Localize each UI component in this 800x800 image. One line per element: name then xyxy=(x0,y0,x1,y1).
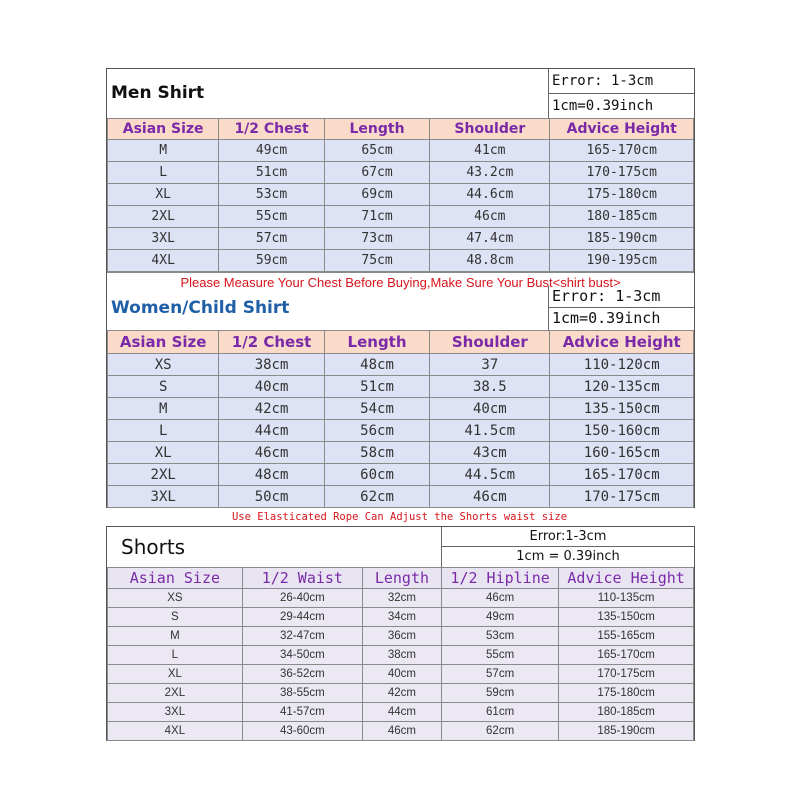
women-shirt-title: Women/Child Shirt xyxy=(111,298,290,318)
table-cell: 34-50cm xyxy=(242,646,362,665)
table-row xyxy=(108,376,694,398)
table-row xyxy=(108,354,694,376)
column-header: Advice Height xyxy=(559,568,694,589)
table-cell: 185-190cm xyxy=(559,722,694,741)
table-cell: 48cm xyxy=(219,464,324,486)
table-cell: 155-165cm xyxy=(559,627,694,646)
column-header: Shoulder xyxy=(430,331,550,354)
column-header: 1/2 Waist xyxy=(242,568,362,589)
column-header: Asian Size xyxy=(108,568,243,589)
men-shirt-error: Error: 1-3cm xyxy=(549,69,694,94)
table-cell: 3XL xyxy=(108,228,219,250)
table-row xyxy=(108,589,694,608)
table-cell: 2XL xyxy=(108,206,219,228)
column-header: Length xyxy=(362,568,441,589)
table-cell: 180-185cm xyxy=(559,703,694,722)
women-shirt-error-box xyxy=(548,286,694,330)
table-cell: 175-180cm xyxy=(550,184,694,206)
table-cell: 180-185cm xyxy=(550,206,694,228)
table-cell: S xyxy=(108,376,219,398)
table-cell: 3XL xyxy=(108,486,219,508)
table-cell: 3XL xyxy=(108,703,243,722)
table-cell: 43-60cm xyxy=(242,722,362,741)
table-cell: 58cm xyxy=(324,442,429,464)
table-cell: L xyxy=(108,646,243,665)
women-child-shirt-section xyxy=(106,286,695,508)
table-row xyxy=(108,442,694,464)
shorts-error-box xyxy=(441,527,694,567)
table-cell: 165-170cm xyxy=(559,646,694,665)
table-cell: 46cm xyxy=(430,486,550,508)
women-shirt-table xyxy=(107,330,694,508)
column-header: Advice Height xyxy=(550,119,694,140)
table-cell: 53cm xyxy=(219,184,324,206)
table-cell: XS xyxy=(108,589,243,608)
table-cell: 75cm xyxy=(324,250,429,272)
table-row xyxy=(108,486,694,508)
column-header: 1/2 Hipline xyxy=(442,568,559,589)
header-row xyxy=(108,568,694,589)
table-cell: 41cm xyxy=(430,140,550,162)
table-row xyxy=(108,464,694,486)
column-header: Asian Size xyxy=(108,119,219,140)
table-row xyxy=(108,420,694,442)
men-shirt-section xyxy=(106,68,695,293)
table-cell: 36cm xyxy=(362,627,441,646)
shorts-conversion: 1cm = 0.39inch xyxy=(516,549,620,564)
table-cell: M xyxy=(108,140,219,162)
table-cell: 50cm xyxy=(219,486,324,508)
table-cell: 44.5cm xyxy=(430,464,550,486)
women-shirt-title-row xyxy=(107,286,694,330)
table-cell: 135-150cm xyxy=(559,608,694,627)
table-cell: 48.8cm xyxy=(430,250,550,272)
table-row xyxy=(108,722,694,741)
table-cell: 47.4cm xyxy=(430,228,550,250)
table-cell: 190-195cm xyxy=(550,250,694,272)
men-shirt-title-row xyxy=(107,68,694,118)
table-cell: 110-120cm xyxy=(550,354,694,376)
table-cell: 170-175cm xyxy=(550,162,694,184)
women-shirt-error: Error: 1-3cm xyxy=(549,286,694,308)
shorts-title-row xyxy=(107,527,694,567)
shorts-waist-note: Use Elasticated Rope Can Adjust the Shorts waist size xyxy=(231,511,568,523)
table-row xyxy=(108,250,694,272)
table-cell: 26-40cm xyxy=(242,589,362,608)
table-cell: 73cm xyxy=(324,228,429,250)
table-cell: 42cm xyxy=(362,684,441,703)
table-cell: 54cm xyxy=(324,398,429,420)
table-row xyxy=(108,162,694,184)
men-shirt-title: Men Shirt xyxy=(111,83,205,103)
table-cell: 59cm xyxy=(219,250,324,272)
table-cell: 43cm xyxy=(430,442,550,464)
table-cell: 55cm xyxy=(442,646,559,665)
table-cell: 34cm xyxy=(362,608,441,627)
table-cell: 43.2cm xyxy=(430,162,550,184)
table-cell: 150-160cm xyxy=(550,420,694,442)
men-shirt-table xyxy=(107,118,694,272)
table-cell: 185-190cm xyxy=(550,228,694,250)
table-row xyxy=(108,646,694,665)
table-row xyxy=(108,398,694,420)
table-cell: 60cm xyxy=(324,464,429,486)
table-cell: 29-44cm xyxy=(242,608,362,627)
table-cell: 49cm xyxy=(219,140,324,162)
column-header: Length xyxy=(324,331,429,354)
table-cell: 46cm xyxy=(430,206,550,228)
table-cell: 69cm xyxy=(324,184,429,206)
table-cell: 62cm xyxy=(442,722,559,741)
table-cell: 120-135cm xyxy=(550,376,694,398)
table-cell: 170-175cm xyxy=(550,486,694,508)
table-cell: 56cm xyxy=(324,420,429,442)
table-cell: 49cm xyxy=(442,608,559,627)
men-shirt-conversion: 1cm=0.39inch xyxy=(552,97,654,114)
table-cell: 51cm xyxy=(219,162,324,184)
table-cell: 38cm xyxy=(219,354,324,376)
column-header: 1/2 Chest xyxy=(219,331,324,354)
table-cell: 37 xyxy=(430,354,550,376)
table-cell: 44cm xyxy=(219,420,324,442)
table-cell: 44cm xyxy=(362,703,441,722)
table-cell: 67cm xyxy=(324,162,429,184)
table-cell: 46cm xyxy=(362,722,441,741)
table-cell: 32cm xyxy=(362,589,441,608)
table-row xyxy=(108,140,694,162)
table-cell: 51cm xyxy=(324,376,429,398)
table-cell: 46cm xyxy=(219,442,324,464)
table-cell: 38.5 xyxy=(430,376,550,398)
table-cell: 2XL xyxy=(108,684,243,703)
table-cell: 61cm xyxy=(442,703,559,722)
table-cell: 41-57cm xyxy=(242,703,362,722)
table-row xyxy=(108,627,694,646)
table-cell: 71cm xyxy=(324,206,429,228)
table-cell: M xyxy=(108,398,219,420)
column-header: Shoulder xyxy=(430,119,550,140)
table-cell: 160-165cm xyxy=(550,442,694,464)
shorts-error: Error:1-3cm xyxy=(442,527,694,547)
table-cell: XS xyxy=(108,354,219,376)
table-row xyxy=(108,228,694,250)
table-row xyxy=(108,184,694,206)
table-row xyxy=(108,703,694,722)
table-cell: 110-135cm xyxy=(559,589,694,608)
table-row xyxy=(108,665,694,684)
table-cell: 59cm xyxy=(442,684,559,703)
table-cell: S xyxy=(108,608,243,627)
table-cell: 38cm xyxy=(362,646,441,665)
table-cell: 57cm xyxy=(442,665,559,684)
table-cell: 165-170cm xyxy=(550,464,694,486)
header-row xyxy=(108,119,694,140)
table-cell: L xyxy=(108,420,219,442)
table-cell: XL xyxy=(108,184,219,206)
table-cell: 40cm xyxy=(219,376,324,398)
table-cell: 4XL xyxy=(108,722,243,741)
column-header: Advice Height xyxy=(550,331,694,354)
table-cell: 175-180cm xyxy=(559,684,694,703)
shorts-title: Shorts xyxy=(121,535,186,559)
table-cell: 42cm xyxy=(219,398,324,420)
table-cell: 36-52cm xyxy=(242,665,362,684)
column-header: Asian Size xyxy=(108,331,219,354)
table-row xyxy=(108,684,694,703)
women-shirt-conversion: 1cm=0.39inch xyxy=(552,309,661,327)
table-cell: 38-55cm xyxy=(242,684,362,703)
table-cell: 32-47cm xyxy=(242,627,362,646)
table-cell: 53cm xyxy=(442,627,559,646)
table-cell: 46cm xyxy=(442,589,559,608)
shorts-table xyxy=(107,567,694,741)
table-cell: 165-170cm xyxy=(550,140,694,162)
table-cell: 41.5cm xyxy=(430,420,550,442)
table-cell: 62cm xyxy=(324,486,429,508)
table-cell: 4XL xyxy=(108,250,219,272)
table-cell: 65cm xyxy=(324,140,429,162)
men-shirt-error-box xyxy=(548,69,694,118)
shorts-section xyxy=(106,526,695,741)
table-cell: 170-175cm xyxy=(559,665,694,684)
column-header: 1/2 Chest xyxy=(219,119,324,140)
table-cell: 40cm xyxy=(430,398,550,420)
table-cell: 135-150cm xyxy=(550,398,694,420)
men-shirt-note: Please Measure Your Chest Before Buying,Make Sure Your Bust<shirt bust> xyxy=(107,272,694,293)
table-row xyxy=(108,608,694,627)
header-row xyxy=(108,331,694,354)
table-cell: 40cm xyxy=(362,665,441,684)
column-header: Length xyxy=(324,119,429,140)
table-cell: 44.6cm xyxy=(430,184,550,206)
table-cell: 57cm xyxy=(219,228,324,250)
table-row xyxy=(108,206,694,228)
table-cell: M xyxy=(108,627,243,646)
table-cell: 48cm xyxy=(324,354,429,376)
table-cell: XL xyxy=(108,665,243,684)
table-cell: L xyxy=(108,162,219,184)
table-cell: 2XL xyxy=(108,464,219,486)
table-cell: XL xyxy=(108,442,219,464)
table-cell: 55cm xyxy=(219,206,324,228)
